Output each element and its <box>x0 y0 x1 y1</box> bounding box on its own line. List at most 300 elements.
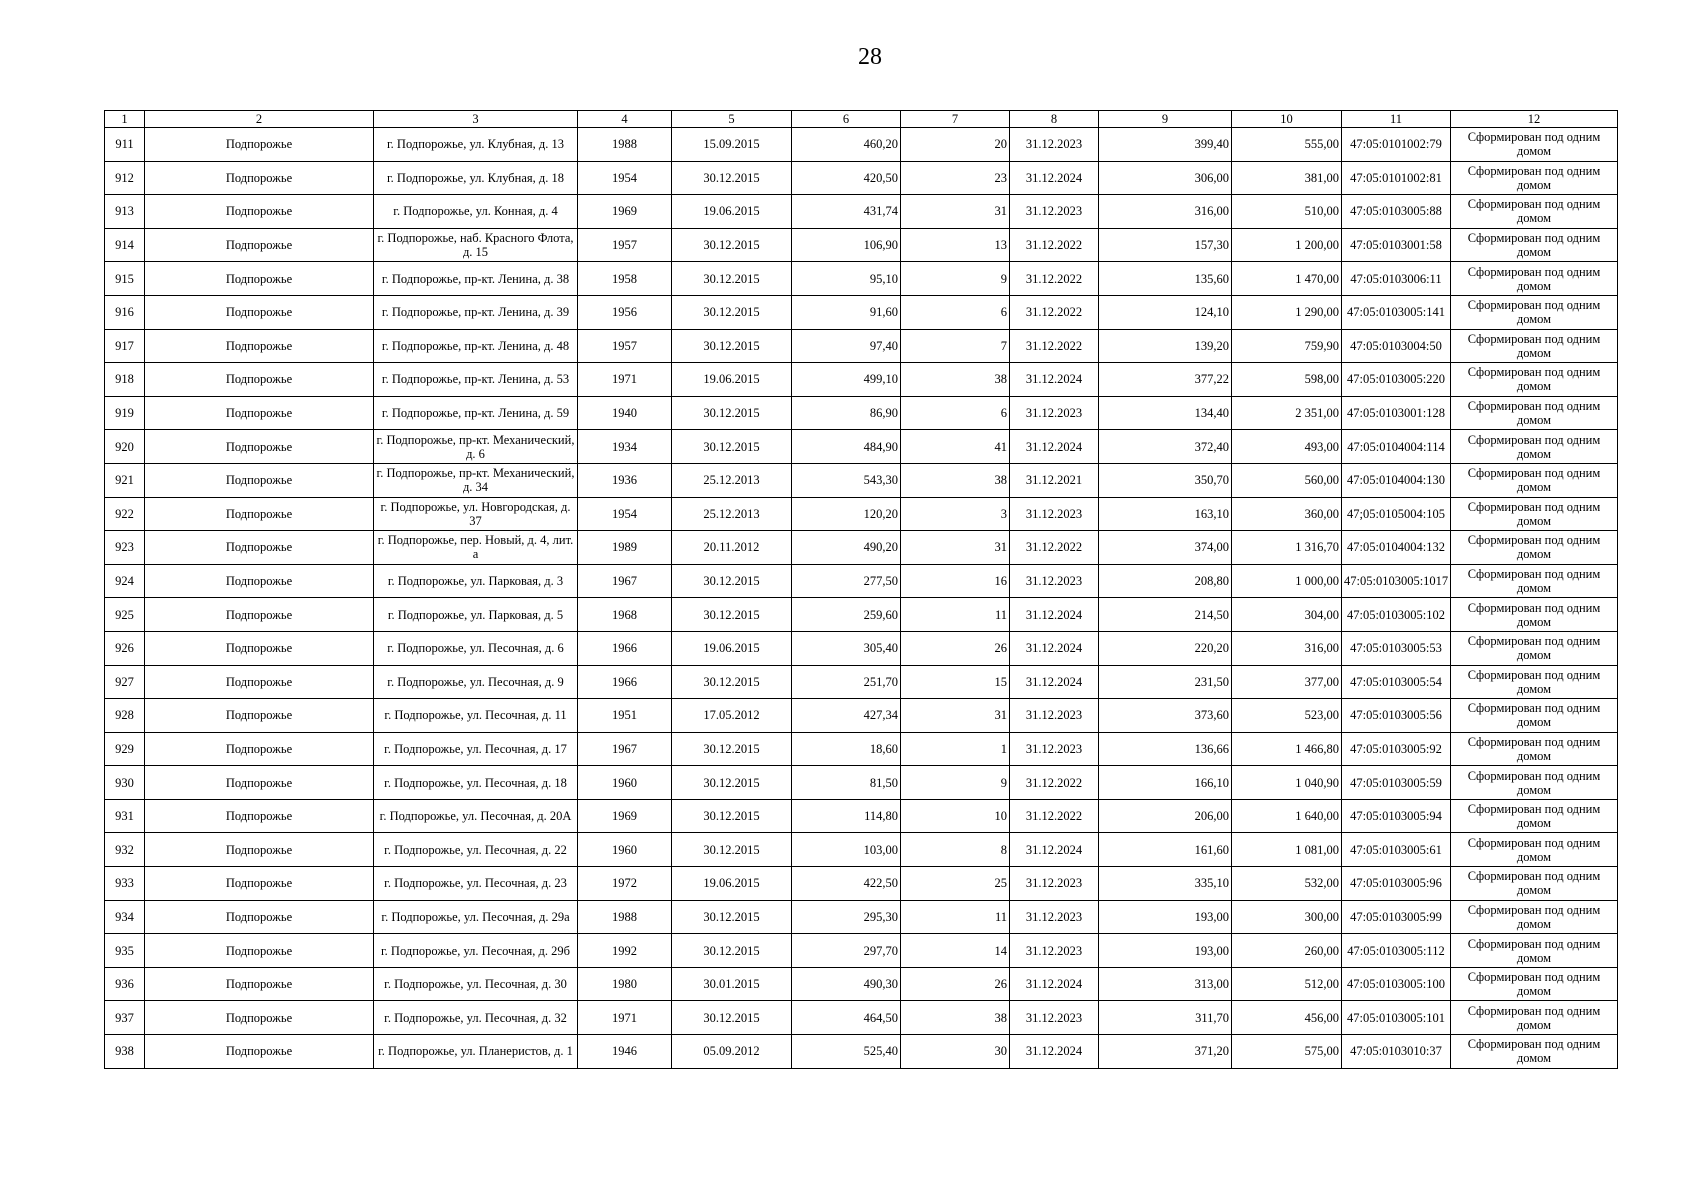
year-cell: 1954 <box>578 497 672 531</box>
cadastral-number-cell: 47:05:0103005:94 <box>1342 799 1451 833</box>
land-area-cell: 1 200,00 <box>1232 228 1342 262</box>
value-cell: 373,60 <box>1099 699 1232 733</box>
value-cell: 166,10 <box>1099 766 1232 800</box>
settlement-cell: Подпорожье <box>145 833 374 867</box>
settlement-cell: Подпорожье <box>145 463 374 497</box>
status-cell: Сформирован под одним домом <box>1451 1035 1618 1069</box>
row-number-cell: 933 <box>105 867 145 901</box>
status-cell: Сформирован под одним домом <box>1451 262 1618 296</box>
year-cell: 1966 <box>578 665 672 699</box>
deadline-cell: 31.12.2024 <box>1010 833 1099 867</box>
count-cell: 11 <box>901 900 1010 934</box>
count-cell: 26 <box>901 967 1010 1001</box>
area-cell: 114,80 <box>792 799 901 833</box>
settlement-cell: Подпорожье <box>145 799 374 833</box>
column-header: 6 <box>792 111 901 128</box>
column-header: 7 <box>901 111 1010 128</box>
status-cell: Сформирован под одним домом <box>1451 463 1618 497</box>
row-number-cell: 922 <box>105 497 145 531</box>
table-row <box>105 598 1618 632</box>
area-cell: 464,50 <box>792 1001 901 1035</box>
cadastral-number-cell: 47:05:0103005:112 <box>1342 934 1451 968</box>
land-area-cell: 377,00 <box>1232 665 1342 699</box>
row-number-cell: 935 <box>105 934 145 968</box>
area-cell: 120,20 <box>792 497 901 531</box>
year-cell: 1957 <box>578 329 672 363</box>
date-cell: 30.12.2015 <box>672 799 792 833</box>
table-row <box>105 463 1618 497</box>
table-row <box>105 799 1618 833</box>
deadline-cell: 31.12.2022 <box>1010 766 1099 800</box>
date-cell: 30.12.2015 <box>672 766 792 800</box>
area-cell: 95,10 <box>792 262 901 296</box>
row-number-cell: 929 <box>105 732 145 766</box>
row-number-cell: 916 <box>105 295 145 329</box>
cadastral-number-cell: 47:05:0103005:100 <box>1342 967 1451 1001</box>
table-header-row <box>105 111 1618 128</box>
date-cell: 17.05.2012 <box>672 699 792 733</box>
table-row <box>105 1035 1618 1069</box>
area-cell: 277,50 <box>792 564 901 598</box>
date-cell: 20.11.2012 <box>672 531 792 565</box>
column-header: 3 <box>374 111 578 128</box>
address-cell: г. Подпорожье, ул. Парковая, д. 3 <box>374 564 578 598</box>
status-cell: Сформирован под одним домом <box>1451 598 1618 632</box>
address-cell: г. Подпорожье, ул. Клубная, д. 13 <box>374 128 578 162</box>
status-cell: Сформирован под одним домом <box>1451 228 1618 262</box>
table-row <box>105 1001 1618 1035</box>
cadastral-number-cell: 47:05:0103001:58 <box>1342 228 1451 262</box>
year-cell: 1972 <box>578 867 672 901</box>
area-cell: 499,10 <box>792 363 901 397</box>
deadline-cell: 31.12.2023 <box>1010 195 1099 229</box>
count-cell: 1 <box>901 732 1010 766</box>
status-cell: Сформирован под одним домом <box>1451 665 1618 699</box>
deadline-cell: 31.12.2022 <box>1010 329 1099 363</box>
cadastral-number-cell: 47:05:0103005:220 <box>1342 363 1451 397</box>
cadastral-number-cell: 47:05:0103005:56 <box>1342 699 1451 733</box>
date-cell: 30.12.2015 <box>672 598 792 632</box>
land-area-cell: 1 466,80 <box>1232 732 1342 766</box>
status-cell: Сформирован под одним домом <box>1451 699 1618 733</box>
count-cell: 14 <box>901 934 1010 968</box>
address-cell: г. Подпорожье, ул. Песочная, д. 17 <box>374 732 578 766</box>
page-number: 28 <box>858 44 882 70</box>
year-cell: 1969 <box>578 195 672 229</box>
row-number-cell: 927 <box>105 665 145 699</box>
date-cell: 25.12.2013 <box>672 497 792 531</box>
land-area-cell: 1 640,00 <box>1232 799 1342 833</box>
row-number-cell: 915 <box>105 262 145 296</box>
table-row <box>105 867 1618 901</box>
land-area-cell: 575,00 <box>1232 1035 1342 1069</box>
land-area-cell: 555,00 <box>1232 128 1342 162</box>
cadastral-number-cell: 47:05:0103005:53 <box>1342 631 1451 665</box>
count-cell: 20 <box>901 128 1010 162</box>
row-number-cell: 913 <box>105 195 145 229</box>
status-cell: Сформирован под одним домом <box>1451 766 1618 800</box>
table-row <box>105 396 1618 430</box>
area-cell: 427,34 <box>792 699 901 733</box>
count-cell: 6 <box>901 396 1010 430</box>
year-cell: 1934 <box>578 430 672 464</box>
address-cell: г. Подпорожье, ул. Песочная, д. 29а <box>374 900 578 934</box>
count-cell: 9 <box>901 262 1010 296</box>
deadline-cell: 31.12.2023 <box>1010 867 1099 901</box>
deadline-cell: 31.12.2024 <box>1010 598 1099 632</box>
value-cell: 371,20 <box>1099 1035 1232 1069</box>
deadline-cell: 31.12.2023 <box>1010 497 1099 531</box>
value-cell: 206,00 <box>1099 799 1232 833</box>
count-cell: 31 <box>901 699 1010 733</box>
land-area-cell: 2 351,00 <box>1232 396 1342 430</box>
land-area-cell: 1 316,70 <box>1232 531 1342 565</box>
settlement-cell: Подпорожье <box>145 363 374 397</box>
year-cell: 1954 <box>578 161 672 195</box>
land-area-cell: 1 290,00 <box>1232 295 1342 329</box>
area-cell: 490,30 <box>792 967 901 1001</box>
row-number-cell: 912 <box>105 161 145 195</box>
housing-registry-table <box>104 110 1618 1069</box>
cadastral-number-cell: 47:05:0103006:11 <box>1342 262 1451 296</box>
address-cell: г. Подпорожье, пер. Новый, д. 4, лит. а <box>374 531 578 565</box>
value-cell: 214,50 <box>1099 598 1232 632</box>
table-row <box>105 631 1618 665</box>
settlement-cell: Подпорожье <box>145 564 374 598</box>
year-cell: 1946 <box>578 1035 672 1069</box>
value-cell: 161,60 <box>1099 833 1232 867</box>
year-cell: 1958 <box>578 262 672 296</box>
deadline-cell: 31.12.2022 <box>1010 295 1099 329</box>
date-cell: 19.06.2015 <box>672 363 792 397</box>
table-row <box>105 329 1618 363</box>
status-cell: Сформирован под одним домом <box>1451 833 1618 867</box>
year-cell: 1967 <box>578 732 672 766</box>
land-area-cell: 381,00 <box>1232 161 1342 195</box>
cadastral-number-cell: 47:05:0103005:102 <box>1342 598 1451 632</box>
column-header: 11 <box>1342 111 1451 128</box>
cadastral-number-cell: 47:05:0103005:92 <box>1342 732 1451 766</box>
settlement-cell: Подпорожье <box>145 631 374 665</box>
year-cell: 1960 <box>578 833 672 867</box>
land-area-cell: 512,00 <box>1232 967 1342 1001</box>
year-cell: 1971 <box>578 1001 672 1035</box>
row-number-cell: 920 <box>105 430 145 464</box>
count-cell: 31 <box>901 195 1010 229</box>
row-number-cell: 931 <box>105 799 145 833</box>
deadline-cell: 31.12.2023 <box>1010 1001 1099 1035</box>
deadline-cell: 31.12.2023 <box>1010 732 1099 766</box>
area-cell: 305,40 <box>792 631 901 665</box>
land-area-cell: 598,00 <box>1232 363 1342 397</box>
date-cell: 30.12.2015 <box>672 564 792 598</box>
column-header: 1 <box>105 111 145 128</box>
count-cell: 23 <box>901 161 1010 195</box>
status-cell: Сформирован под одним домом <box>1451 329 1618 363</box>
row-number-cell: 932 <box>105 833 145 867</box>
deadline-cell: 31.12.2024 <box>1010 665 1099 699</box>
land-area-cell: 1 081,00 <box>1232 833 1342 867</box>
cadastral-number-cell: 47:05:0103005:99 <box>1342 900 1451 934</box>
table-row <box>105 128 1618 162</box>
row-number-cell: 924 <box>105 564 145 598</box>
status-cell: Сформирован под одним домом <box>1451 732 1618 766</box>
address-cell: г. Подпорожье, ул. Конная, д. 4 <box>374 195 578 229</box>
year-cell: 1967 <box>578 564 672 598</box>
land-area-cell: 456,00 <box>1232 1001 1342 1035</box>
settlement-cell: Подпорожье <box>145 1001 374 1035</box>
area-cell: 18,60 <box>792 732 901 766</box>
deadline-cell: 31.12.2022 <box>1010 228 1099 262</box>
year-cell: 1956 <box>578 295 672 329</box>
value-cell: 136,66 <box>1099 732 1232 766</box>
deadline-cell: 31.12.2024 <box>1010 430 1099 464</box>
date-cell: 30.12.2015 <box>672 228 792 262</box>
cadastral-number-cell: 47:05:0103005:54 <box>1342 665 1451 699</box>
land-area-cell: 759,90 <box>1232 329 1342 363</box>
year-cell: 1966 <box>578 631 672 665</box>
column-header: 2 <box>145 111 374 128</box>
count-cell: 38 <box>901 363 1010 397</box>
settlement-cell: Подпорожье <box>145 934 374 968</box>
count-cell: 6 <box>901 295 1010 329</box>
settlement-cell: Подпорожье <box>145 766 374 800</box>
column-header: 9 <box>1099 111 1232 128</box>
date-cell: 19.06.2015 <box>672 195 792 229</box>
deadline-cell: 31.12.2024 <box>1010 363 1099 397</box>
cadastral-number-cell: 47:05:0103005:1017 <box>1342 564 1451 598</box>
table-row <box>105 262 1618 296</box>
date-cell: 30.12.2015 <box>672 430 792 464</box>
deadline-cell: 31.12.2023 <box>1010 396 1099 430</box>
land-area-cell: 304,00 <box>1232 598 1342 632</box>
settlement-cell: Подпорожье <box>145 531 374 565</box>
date-cell: 30.12.2015 <box>672 329 792 363</box>
settlement-cell: Подпорожье <box>145 867 374 901</box>
year-cell: 1980 <box>578 967 672 1001</box>
deadline-cell: 31.12.2024 <box>1010 631 1099 665</box>
row-number-cell: 928 <box>105 699 145 733</box>
status-cell: Сформирован под одним домом <box>1451 363 1618 397</box>
status-cell: Сформирован под одним домом <box>1451 967 1618 1001</box>
year-cell: 1969 <box>578 799 672 833</box>
row-number-cell: 919 <box>105 396 145 430</box>
settlement-cell: Подпорожье <box>145 665 374 699</box>
settlement-cell: Подпорожье <box>145 967 374 1001</box>
address-cell: г. Подпорожье, пр-кт. Ленина, д. 53 <box>374 363 578 397</box>
land-area-cell: 510,00 <box>1232 195 1342 229</box>
year-cell: 1957 <box>578 228 672 262</box>
land-area-cell: 316,00 <box>1232 631 1342 665</box>
settlement-cell: Подпорожье <box>145 262 374 296</box>
date-cell: 30.12.2015 <box>672 262 792 296</box>
settlement-cell: Подпорожье <box>145 396 374 430</box>
row-number-cell: 923 <box>105 531 145 565</box>
cadastral-number-cell: 47;05:0105004:105 <box>1342 497 1451 531</box>
deadline-cell: 31.12.2023 <box>1010 564 1099 598</box>
count-cell: 31 <box>901 531 1010 565</box>
address-cell: г. Подпорожье, пр-кт. Механический, д. 6 <box>374 430 578 464</box>
table-row <box>105 833 1618 867</box>
status-cell: Сформирован под одним домом <box>1451 900 1618 934</box>
table-row <box>105 161 1618 195</box>
settlement-cell: Подпорожье <box>145 900 374 934</box>
deadline-cell: 31.12.2021 <box>1010 463 1099 497</box>
settlement-cell: Подпорожье <box>145 1035 374 1069</box>
area-cell: 420,50 <box>792 161 901 195</box>
row-number-cell: 917 <box>105 329 145 363</box>
area-cell: 251,70 <box>792 665 901 699</box>
date-cell: 30.12.2015 <box>672 1001 792 1035</box>
status-cell: Сформирован под одним домом <box>1451 161 1618 195</box>
address-cell: г. Подпорожье, пр-кт. Ленина, д. 48 <box>374 329 578 363</box>
date-cell: 30.01.2015 <box>672 967 792 1001</box>
year-cell: 1988 <box>578 128 672 162</box>
status-cell: Сформирован под одним домом <box>1451 564 1618 598</box>
year-cell: 1951 <box>578 699 672 733</box>
column-header: 8 <box>1010 111 1099 128</box>
status-cell: Сформирован под одним домом <box>1451 430 1618 464</box>
count-cell: 25 <box>901 867 1010 901</box>
area-cell: 543,30 <box>792 463 901 497</box>
land-area-cell: 1 000,00 <box>1232 564 1342 598</box>
status-cell: Сформирован под одним домом <box>1451 128 1618 162</box>
settlement-cell: Подпорожье <box>145 430 374 464</box>
cadastral-number-cell: 47:05:0103005:96 <box>1342 867 1451 901</box>
year-cell: 1960 <box>578 766 672 800</box>
cadastral-number-cell: 47:05:0101002:81 <box>1342 161 1451 195</box>
address-cell: г. Подпорожье, ул. Песочная, д. 18 <box>374 766 578 800</box>
land-area-cell: 560,00 <box>1232 463 1342 497</box>
cadastral-number-cell: 47:05:0103005:61 <box>1342 833 1451 867</box>
count-cell: 15 <box>901 665 1010 699</box>
count-cell: 7 <box>901 329 1010 363</box>
area-cell: 81,50 <box>792 766 901 800</box>
status-cell: Сформирован под одним домом <box>1451 497 1618 531</box>
date-cell: 30.12.2015 <box>672 732 792 766</box>
settlement-cell: Подпорожье <box>145 732 374 766</box>
value-cell: 135,60 <box>1099 262 1232 296</box>
cadastral-number-cell: 47:05:0103005:88 <box>1342 195 1451 229</box>
status-cell: Сформирован под одним домом <box>1451 531 1618 565</box>
value-cell: 350,70 <box>1099 463 1232 497</box>
value-cell: 193,00 <box>1099 934 1232 968</box>
table-row <box>105 699 1618 733</box>
settlement-cell: Подпорожье <box>145 699 374 733</box>
address-cell: г. Подпорожье, ул. Песочная, д. 32 <box>374 1001 578 1035</box>
area-cell: 259,60 <box>792 598 901 632</box>
address-cell: г. Подпорожье, ул. Песочная, д. 11 <box>374 699 578 733</box>
value-cell: 374,00 <box>1099 531 1232 565</box>
table-row <box>105 766 1618 800</box>
status-cell: Сформирован под одним домом <box>1451 195 1618 229</box>
row-number-cell: 918 <box>105 363 145 397</box>
row-number-cell: 926 <box>105 631 145 665</box>
date-cell: 30.12.2015 <box>672 295 792 329</box>
table-row <box>105 363 1618 397</box>
count-cell: 16 <box>901 564 1010 598</box>
date-cell: 19.06.2015 <box>672 867 792 901</box>
status-cell: Сформирован под одним домом <box>1451 396 1618 430</box>
address-cell: г. Подпорожье, наб. Красного Флота, д. 15 <box>374 228 578 262</box>
year-cell: 1988 <box>578 900 672 934</box>
deadline-cell: 31.12.2022 <box>1010 262 1099 296</box>
table-row <box>105 732 1618 766</box>
column-header: 10 <box>1232 111 1342 128</box>
count-cell: 41 <box>901 430 1010 464</box>
value-cell: 134,40 <box>1099 396 1232 430</box>
deadline-cell: 31.12.2022 <box>1010 531 1099 565</box>
row-number-cell: 925 <box>105 598 145 632</box>
address-cell: г. Подпорожье, пр-кт. Ленина, д. 59 <box>374 396 578 430</box>
table-row <box>105 195 1618 229</box>
value-cell: 316,00 <box>1099 195 1232 229</box>
table-row <box>105 934 1618 968</box>
table-body <box>105 128 1618 1069</box>
value-cell: 193,00 <box>1099 900 1232 934</box>
date-cell: 30.12.2015 <box>672 833 792 867</box>
deadline-cell: 31.12.2023 <box>1010 934 1099 968</box>
year-cell: 1989 <box>578 531 672 565</box>
land-area-cell: 1 470,00 <box>1232 262 1342 296</box>
value-cell: 220,20 <box>1099 631 1232 665</box>
date-cell: 30.12.2015 <box>672 934 792 968</box>
address-cell: г. Подпорожье, ул. Песочная, д. 9 <box>374 665 578 699</box>
deadline-cell: 31.12.2022 <box>1010 799 1099 833</box>
date-cell: 30.12.2015 <box>672 161 792 195</box>
address-cell: г. Подпорожье, пр-кт. Ленина, д. 39 <box>374 295 578 329</box>
status-cell: Сформирован под одним домом <box>1451 934 1618 968</box>
value-cell: 139,20 <box>1099 329 1232 363</box>
value-cell: 311,70 <box>1099 1001 1232 1035</box>
value-cell: 208,80 <box>1099 564 1232 598</box>
count-cell: 30 <box>901 1035 1010 1069</box>
address-cell: г. Подпорожье, ул. Песочная, д. 23 <box>374 867 578 901</box>
cadastral-number-cell: 47:05:0103005:59 <box>1342 766 1451 800</box>
area-cell: 297,70 <box>792 934 901 968</box>
cadastral-number-cell: 47:05:0103010:37 <box>1342 1035 1451 1069</box>
deadline-cell: 31.12.2023 <box>1010 699 1099 733</box>
area-cell: 490,20 <box>792 531 901 565</box>
address-cell: г. Подпорожье, ул. Парковая, д. 5 <box>374 598 578 632</box>
land-area-cell: 532,00 <box>1232 867 1342 901</box>
year-cell: 1968 <box>578 598 672 632</box>
table-row <box>105 531 1618 565</box>
row-number-cell: 911 <box>105 128 145 162</box>
row-number-cell: 934 <box>105 900 145 934</box>
table-row <box>105 665 1618 699</box>
status-cell: Сформирован под одним домом <box>1451 799 1618 833</box>
land-area-cell: 300,00 <box>1232 900 1342 934</box>
column-header: 5 <box>672 111 792 128</box>
value-cell: 335,10 <box>1099 867 1232 901</box>
land-area-cell: 523,00 <box>1232 699 1342 733</box>
settlement-cell: Подпорожье <box>145 128 374 162</box>
cadastral-number-cell: 47:05:0104004:130 <box>1342 463 1451 497</box>
land-area-cell: 1 040,90 <box>1232 766 1342 800</box>
row-number-cell: 937 <box>105 1001 145 1035</box>
area-cell: 525,40 <box>792 1035 901 1069</box>
deadline-cell: 31.12.2024 <box>1010 1035 1099 1069</box>
cadastral-number-cell: 47:05:0103005:141 <box>1342 295 1451 329</box>
address-cell: г. Подпорожье, ул. Новгородская, д. 37 <box>374 497 578 531</box>
year-cell: 1936 <box>578 463 672 497</box>
table-row <box>105 295 1618 329</box>
status-cell: Сформирован под одним домом <box>1451 631 1618 665</box>
cadastral-number-cell: 47:05:0104004:132 <box>1342 531 1451 565</box>
cadastral-number-cell: 47:05:0103004:50 <box>1342 329 1451 363</box>
address-cell: г. Подпорожье, пр-кт. Ленина, д. 38 <box>374 262 578 296</box>
